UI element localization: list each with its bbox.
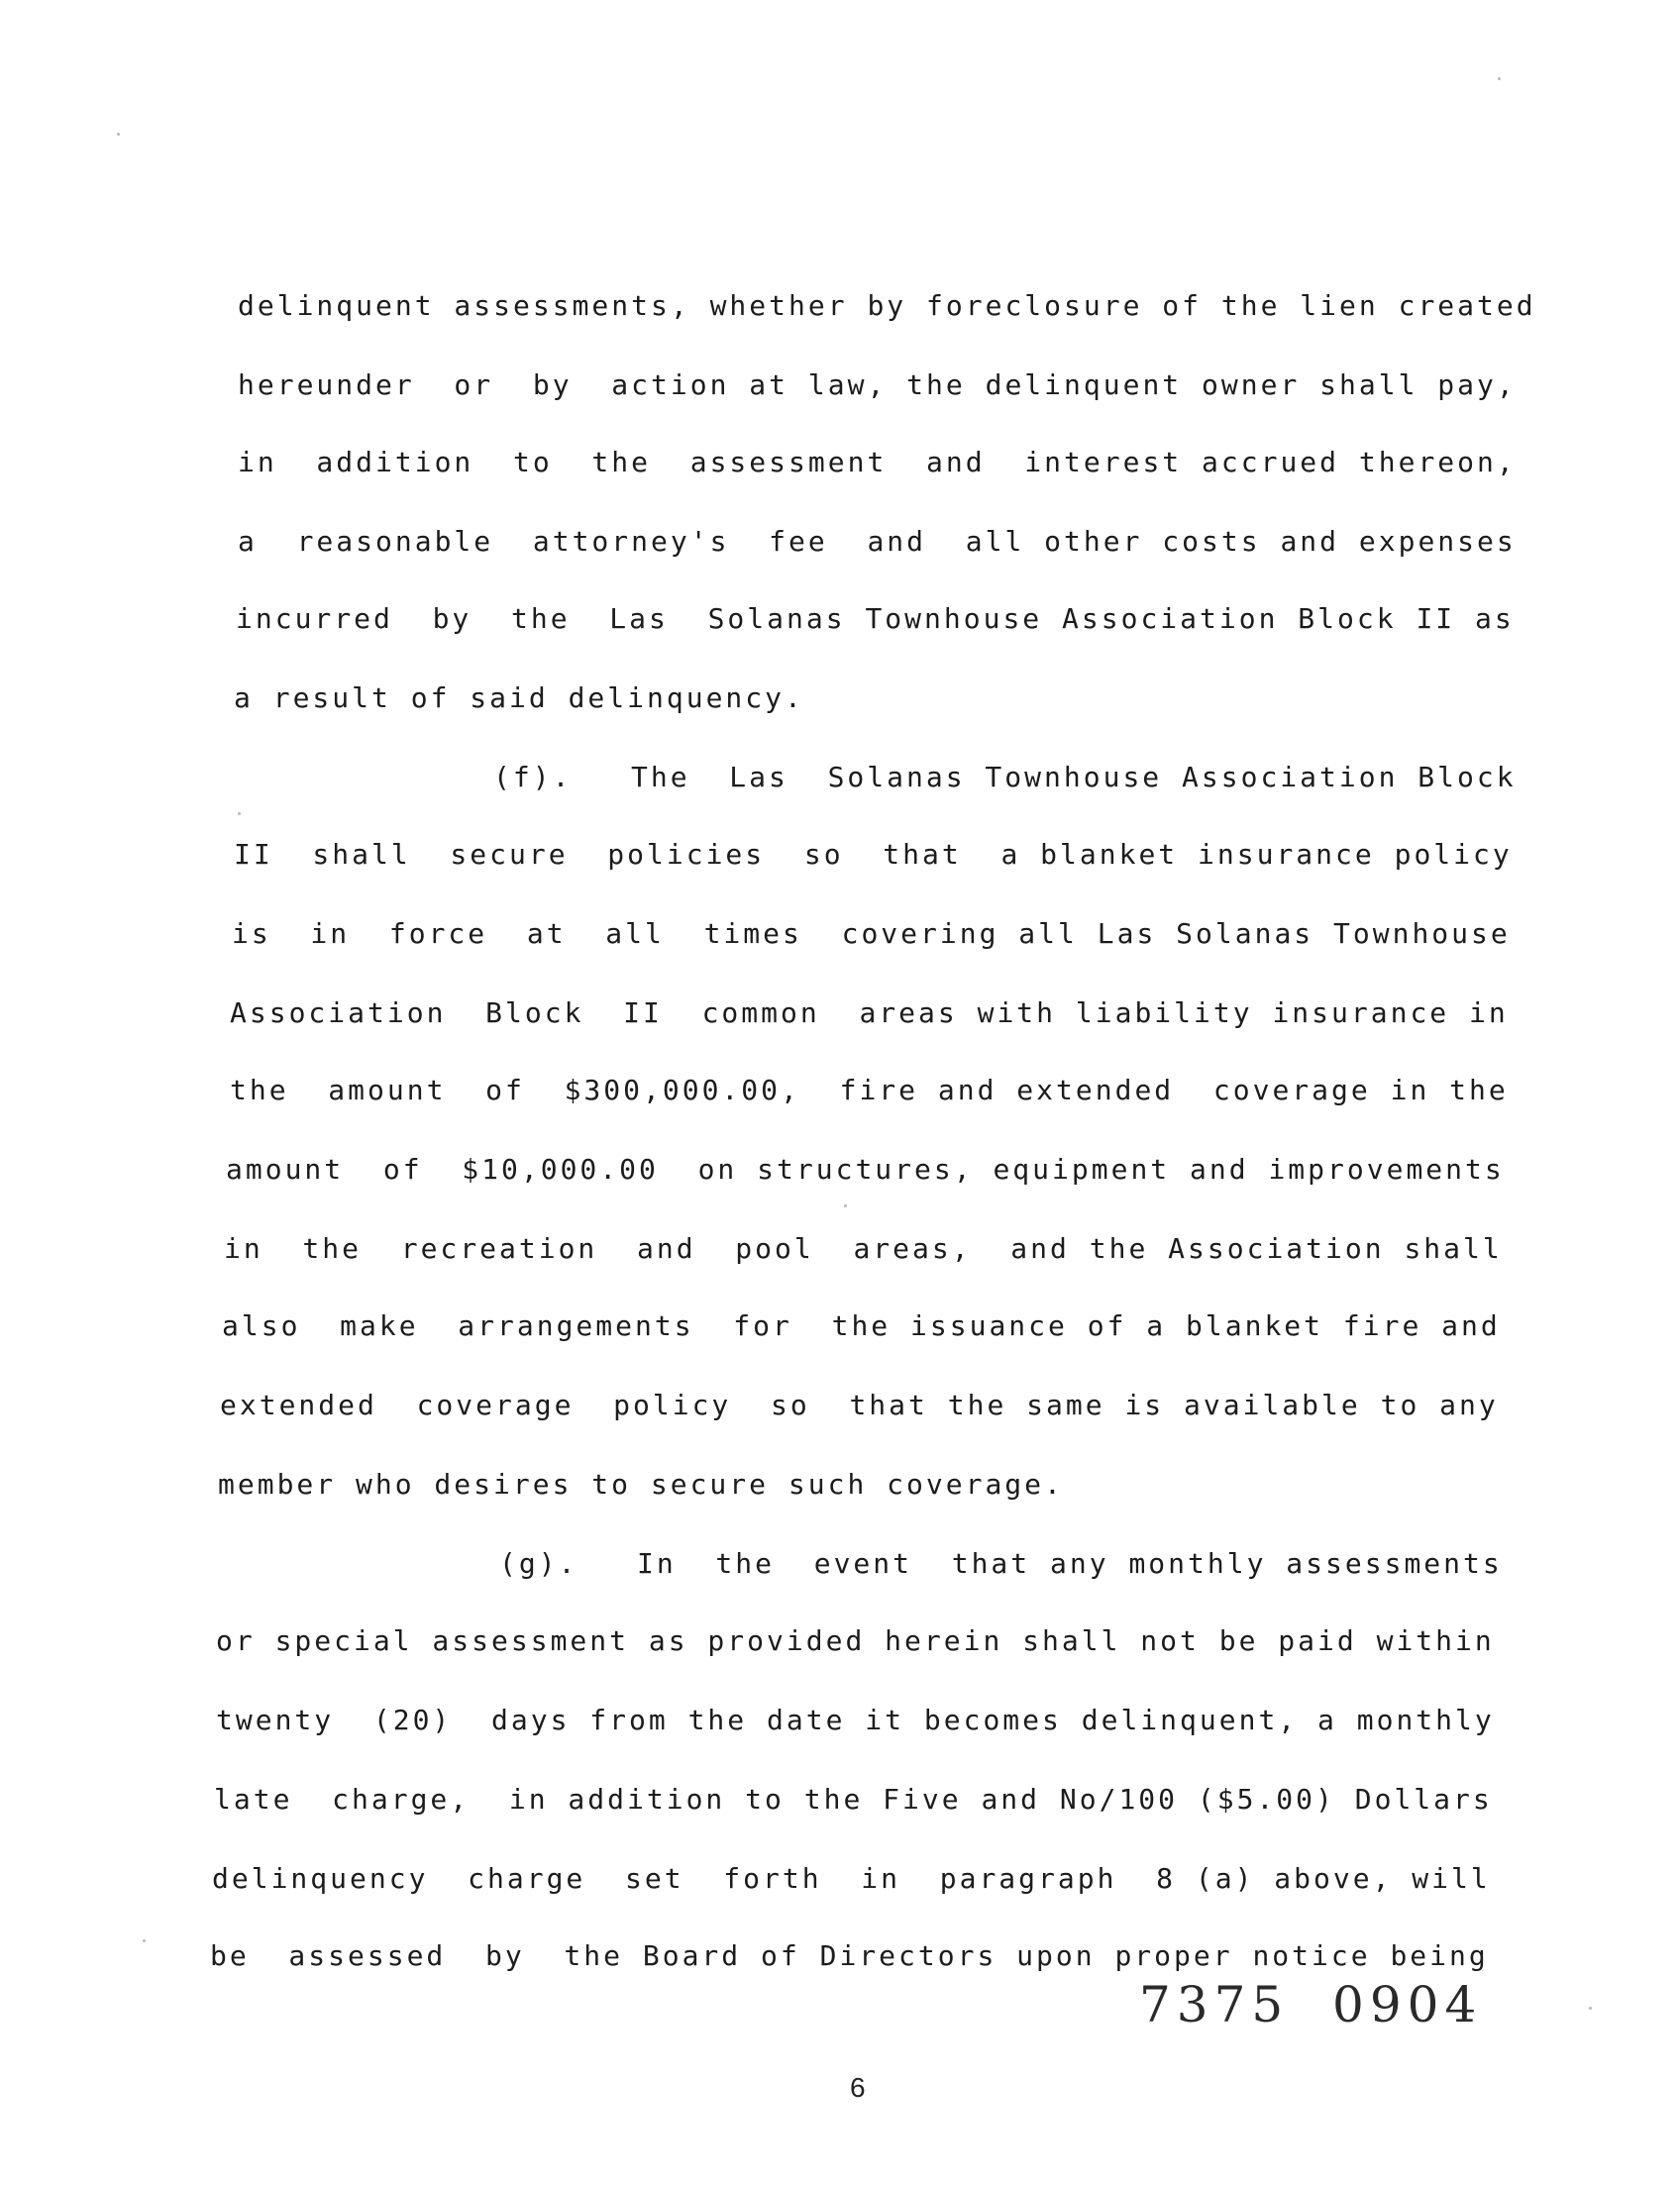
body-text-line: delinquency charge set forth in paragraph 8 (a) above, will [212,1862,1491,1895]
body-text-line: incurred by the Las Solanas Townhouse Association Block II as [236,602,1515,635]
body-text-line: is in force at all times covering all Las Solanas Townhouse [232,917,1511,950]
body-text-line: a reasonable attorney's fee and all other costs and expenses [238,525,1517,558]
body-text-line: in the recreation and pool areas, and the Association shall [224,1232,1503,1265]
body-text-line: also make arrangements for the issuance of a blanket fire and [222,1309,1501,1342]
body-text-line: delinquent assessments, whether by foreclosure of the lien created [238,289,1536,322]
scan-speck [1498,77,1501,80]
body-text-line: be assessed by the Board of Directors upon proper notice being [210,1939,1489,1972]
body-text-line: a result of said delinquency. [234,681,804,714]
scan-speck [117,133,120,136]
page-number: 6 [850,2072,866,2103]
body-text-line: or special assessment as provided herein shall not be paid within [216,1624,1495,1657]
body-text-line: II shall secure policies so that a blanket insurance policy [234,838,1513,871]
body-text-line: hereunder or by action at law, the delinquent owner shall pay, [238,368,1517,401]
body-text-line: member who desires to secure such coverage. [218,1468,1064,1501]
body-text-line: amount of $10,000.00 on structures, equipment and improvements [226,1153,1505,1186]
body-text-line: in addition to the assessment and interest accrued thereon, [238,446,1517,478]
body-text-line: the amount of $300,000.00, fire and extended coverage in the [230,1074,1509,1106]
body-text-line: extended coverage policy so that the same is available to any [220,1389,1499,1421]
paragraph-g-first-line: (g). In the event that any monthly assessments [499,1547,1503,1580]
body-text-line: twenty (20) days from the date it becomes delinquent, a monthly [216,1704,1495,1736]
body-text-line: late charge, in addition to the Five and No/100 ($5.00) Dollars [214,1783,1493,1816]
paragraph-f-first-line: (f). The Las Solanas Townhouse Association Block [493,761,1517,793]
scan-speck [844,1204,847,1207]
recording-stamp: 7375 0904 [1139,1976,1483,2033]
scan-speck [143,1939,146,1942]
scan-speck [1589,2007,1592,2010]
scan-speck [238,812,241,815]
body-text-line: Association Block II common areas with liability insurance in [230,996,1509,1029]
